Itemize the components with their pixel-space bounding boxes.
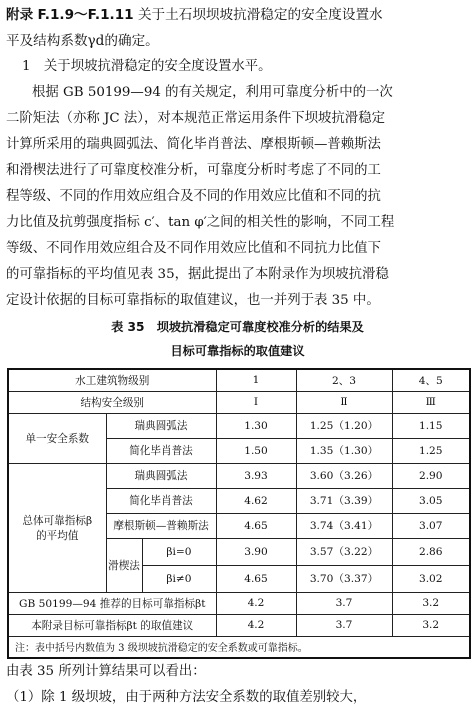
value-cell: 4.2 — [216, 592, 296, 614]
header-cell: Ⅰ — [216, 391, 296, 413]
row-label: 本附录目标可靠指标βt 的取值建议 — [8, 614, 216, 636]
header-cell: 水工建筑物级别 — [8, 369, 216, 391]
paragraph-line: 程等级、不同的作用效应组合及不同的作用效应比值和不同的抗 — [6, 189, 381, 204]
group-label: 单一安全系数 — [8, 413, 106, 463]
value-cell: 3.02 — [392, 565, 470, 592]
value-cell: 3.60（3.26） — [296, 463, 392, 488]
paragraph-line: 力比值及抗剪强度指标 c′、tan φ′之间的相关性的影响，不同工程 — [6, 215, 395, 230]
paragraph-line: 等级、不同作用效应组合及不同作用效应比值和不同抗力比值下 — [6, 241, 381, 256]
appendix-heading — [6, 2, 471, 28]
value-cell: 2.86 — [392, 538, 470, 565]
value-cell: 4.2 — [216, 614, 296, 636]
table-row — [8, 614, 470, 636]
value-cell: 3.07 — [392, 513, 470, 538]
appendix-range: F.1.9～F.1.11 — [37, 7, 134, 23]
value-cell: 3.70（3.37） — [296, 565, 392, 592]
value-cell: 3.71（3.39） — [296, 488, 392, 513]
table-row — [8, 391, 470, 413]
header-cell: 4、5 — [392, 369, 470, 391]
value-cell: 3.05 — [392, 488, 470, 513]
value-cell: 1.50 — [216, 438, 296, 463]
value-cell: 1.25（1.20） — [296, 413, 392, 438]
table-row — [8, 413, 470, 438]
table-caption-2: 目标可靠指标的取值建议 — [170, 344, 305, 358]
method-cell: 简化毕肖普法 — [106, 438, 216, 463]
value-cell: 4.62 — [216, 488, 296, 513]
value-cell: 3.57（3.22） — [296, 538, 392, 565]
paragraph-line: 的可靠指标的平均值见表 35，据此提出了本附录作为坝坡抗滑稳 — [6, 267, 389, 282]
value-cell: 3.7 — [296, 614, 392, 636]
value-cell: 3.2 — [392, 614, 470, 636]
group-label — [8, 463, 106, 592]
header-cell: Ⅱ — [296, 391, 392, 413]
value-cell: 2.90 — [392, 463, 470, 488]
paragraph-line: 计算所采用的瑞典圆弧法、简化毕肖普法、摩根斯顿—普赖斯法 — [6, 137, 381, 152]
value-cell: 3.74（3.41） — [296, 513, 392, 538]
paragraph-line: 定设计依据的目标可靠指标的取值建议，也一并列于表 35 中。 — [6, 293, 380, 308]
method-cell: 简化毕肖普法 — [106, 488, 216, 513]
table-row — [8, 592, 470, 614]
section-1-title: 1 关于坝坡抗滑稳定的安全度设置水平。 — [22, 59, 272, 74]
calibration-table — [7, 368, 471, 659]
method-cell: 瑞典圆弧法 — [106, 463, 216, 488]
paragraph-line: 二阶矩法（亦称 JC 法），对本规范正常运用条件下坝坡抗滑稳定 — [6, 111, 385, 126]
header-cell: 2、3 — [296, 369, 392, 391]
conclusion-item-1: （1）除 1 级坝坡，由于两种方法安全系数的取值差别较大， — [6, 690, 367, 705]
row-label: GB 50199—94 推荐的目标可靠指标βt — [8, 592, 216, 614]
method-cell: 摩根斯顿—普赖斯法 — [106, 513, 216, 538]
group-label-line: 总体可靠指标β — [22, 514, 93, 527]
appendix-prefix: 附录 — [6, 7, 34, 23]
heading-text-2: 平及结构系数γd的确定。 — [6, 33, 159, 49]
value-cell: 1.15 — [392, 413, 470, 438]
value-cell: 3.90 — [216, 538, 296, 565]
value-cell: 4.65 — [216, 513, 296, 538]
value-cell: 3.7 — [296, 592, 392, 614]
group-label-line: 的平均值 — [36, 529, 79, 542]
condition-cell: βi=0 — [142, 538, 216, 565]
value-cell: 1.30 — [216, 413, 296, 438]
header-cell: 1 — [216, 369, 296, 391]
value-cell: 3.93 — [216, 463, 296, 488]
value-cell: 1.35（1.30） — [296, 438, 392, 463]
condition-cell: βi≠0 — [142, 565, 216, 592]
value-cell: 1.25 — [392, 438, 470, 463]
table-row — [8, 636, 470, 658]
header-cell: Ⅲ — [392, 391, 470, 413]
paragraph-line: 根据 GB 50199—94 的有关规定，利用可靠度分析中的一次 — [32, 85, 393, 100]
method-cell: 瑞典圆弧法 — [106, 413, 216, 438]
value-cell: 3.2 — [392, 592, 470, 614]
table-note: 注：表中括号内数值为 3 级坝坡抗滑稳定的安全系数或可靠指标。 — [8, 636, 470, 658]
table-row — [8, 463, 470, 488]
value-cell: 4.65 — [216, 565, 296, 592]
header-cell: 结构安全级别 — [8, 391, 216, 413]
paragraph-line: 和滑楔法进行了可靠度校准分析，可靠度分析时考虑了不同的工 — [6, 163, 381, 178]
table-caption-1: 表 35 坝坡抗滑稳定可靠度校准分析的结果及 — [111, 320, 364, 334]
method-cell: 滑楔法 — [106, 538, 142, 592]
conclusion-intro: 由表 35 所列计算结果可以看出： — [6, 664, 206, 679]
table-row — [8, 369, 470, 391]
heading-text-1: 关于土石坝坝坡抗滑稳定的安全度设置水 — [137, 7, 383, 23]
